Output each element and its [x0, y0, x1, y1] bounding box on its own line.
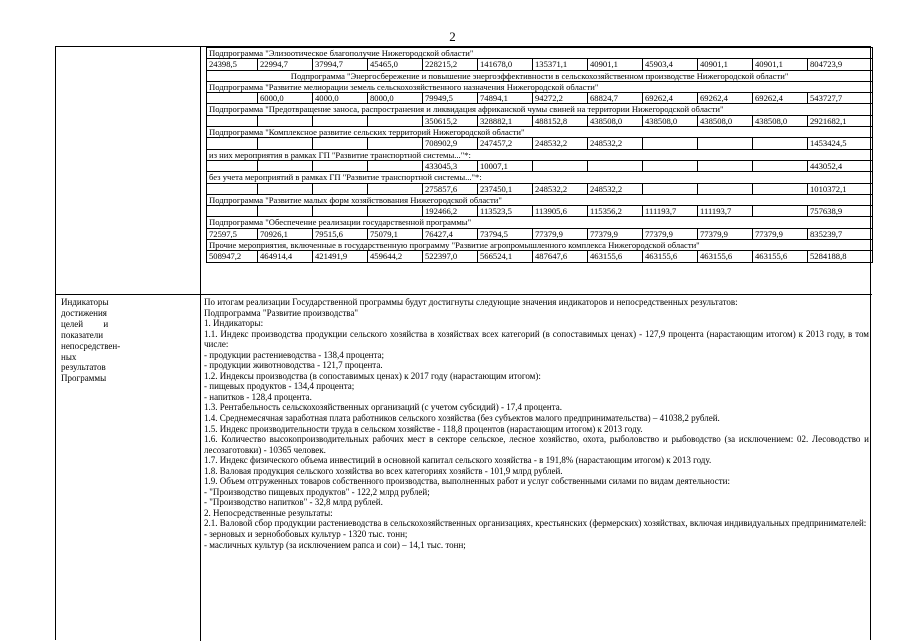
subprogram-title: из них мероприятия в рамках ГП "Развитие транспортной системы..."*:: [207, 149, 873, 160]
value-cell: 1453424,5: [808, 138, 873, 149]
value-cell: 464914,4: [258, 251, 313, 262]
value-cell: [753, 160, 808, 171]
indicator-line: - продукции растениеводства - 138,4 процента;: [204, 349, 385, 360]
indicators-label-line: ных: [61, 351, 77, 362]
value-cell: [368, 206, 423, 217]
indicator-line: 1.4. Среднемесячная заработная плата работников сельского хозяйства (без субъектов малого предпринимательства) – 41038,2 рублей.: [204, 413, 720, 424]
value-cell: 135371,1: [533, 59, 588, 70]
value-cell: 543727,7: [808, 93, 873, 104]
value-cell: 77379,9: [643, 228, 698, 239]
indicator-line: - продукции животноводства - 121,7 процента.: [204, 360, 383, 371]
value-cell: 463155,6: [753, 251, 808, 262]
indicator-line: - масличных культур (за исключением рапса и сои) – 14,1 тыс. тонн;: [204, 539, 466, 550]
indicators-label-line: целей и: [61, 318, 109, 329]
value-cell: [643, 138, 698, 149]
subprogram-title-row: [207, 149, 873, 160]
value-cell: 248532,2: [533, 183, 588, 194]
value-cell: 10007,1: [478, 160, 533, 171]
subprogram-title: Подпрограмма "Развитие мелиорации земель сельскохозяйственного назначения Нижегородской области": [207, 81, 873, 92]
value-cell: 421491,9: [313, 251, 368, 262]
document-table: [55, 46, 871, 640]
subprogram-values-row: [207, 183, 873, 194]
indicator-line: 2.1. Валовой сбор продукции растениеводства в сельскохозяйственных организациях, крестьянских (фермерских) хозяйствах, включая индивидуальных предпринимателей:: [204, 518, 867, 529]
value-cell: 40901,1: [588, 59, 643, 70]
indicators-label-line: достижения: [61, 307, 107, 318]
value-cell: 69262,4: [698, 93, 753, 104]
value-cell: 40901,1: [698, 59, 753, 70]
value-cell: 228215,2: [423, 59, 478, 70]
value-cell: 69262,4: [643, 93, 698, 104]
subprogram-title: Подпрограмма "Развитие малых форм хозяйствования Нижегородской области": [207, 194, 873, 205]
value-cell: [207, 160, 258, 171]
indicators-text: [204, 297, 869, 550]
subprogram-title: Прочие мероприятия, включенные в государственную программу "Развитие агропромышленного комплекса Нижегородской области": [207, 240, 873, 251]
subprogram-title-row: [207, 48, 873, 59]
value-cell: 438508,0: [588, 115, 643, 126]
value-cell: [258, 160, 313, 171]
section-divider: [56, 294, 872, 295]
subprogram-title: Подпрограмма "Энергосбережение и повышение энергоэффективности в сельскохозяйственном производстве Нижегородской области": [207, 70, 873, 81]
indicator-line: - пищевых продуктов - 134,4 процента;: [204, 381, 355, 392]
value-cell: 835239,7: [808, 228, 873, 239]
value-cell: 40901,1: [753, 59, 808, 70]
value-cell: 45903,4: [643, 59, 698, 70]
value-cell: 463155,6: [643, 251, 698, 262]
indicator-line: 1.6. Количество высокопроизводительных рабочих мест в секторе сельское, лесное хозяйство, охота, рыболовство и рыбоводство (за исключением: 02. Лесоводство и лесозаготовки) - 10365 человек.: [204, 434, 869, 455]
subprogram-title-row: [207, 70, 873, 81]
subprogram-title: Подпрограмма "Комплексное развитие сельских территорий Нижегородской области": [207, 127, 873, 138]
value-cell: [698, 160, 753, 171]
value-cell: 350615,2: [423, 115, 478, 126]
subprogram-title: Подпрограмма "Предотвращение заноса, распространения и ликвидация африканской чумы свиней на территории Нижегородской области": [207, 104, 873, 115]
value-cell: 247457,2: [478, 138, 533, 149]
value-cell: [753, 138, 808, 149]
indicators-label-line: Программы: [61, 373, 107, 384]
value-cell: [313, 160, 368, 171]
subprogram-values-row: [207, 160, 873, 171]
value-cell: 24398,5: [207, 59, 258, 70]
value-cell: 433045,3: [423, 160, 478, 171]
value-cell: 79515,6: [313, 228, 368, 239]
indicator-line: - зерновых и зернобобовых культур - 1320 тыс. тонн;: [204, 529, 408, 540]
indicator-line: 1.3. Рентабельность сельскохозяйственных организаций (с учетом субсидий) - 17,4 процента.: [204, 402, 562, 413]
column-divider: [200, 47, 201, 295]
indicator-line: - напитков - 128,4 процента.: [204, 391, 312, 402]
value-cell: [368, 138, 423, 149]
value-cell: 5284188,8: [808, 251, 873, 262]
value-cell: [313, 115, 368, 126]
indicator-line: 1.8. Валовая продукция сельского хозяйства во всех категориях хозяйств - 101,9 млрд рублей.: [204, 465, 563, 476]
value-cell: [313, 206, 368, 217]
value-cell: 113523,5: [478, 206, 533, 217]
value-cell: 459644,2: [368, 251, 423, 262]
value-cell: [258, 183, 313, 194]
value-cell: 192466,2: [423, 206, 478, 217]
value-cell: 77379,9: [533, 228, 588, 239]
value-cell: 1010372,1: [808, 183, 873, 194]
value-cell: [533, 160, 588, 171]
value-cell: [207, 138, 258, 149]
indicators-label-line: показатели: [61, 329, 104, 340]
value-cell: [207, 206, 258, 217]
value-cell: [643, 183, 698, 194]
value-cell: 463155,6: [698, 251, 753, 262]
subprogram-values-row: [207, 115, 873, 126]
value-cell: [698, 183, 753, 194]
subprogram-title-row: [207, 217, 873, 228]
value-cell: [207, 115, 258, 126]
value-cell: 708902,9: [423, 138, 478, 149]
value-cell: 2921682,1: [808, 115, 873, 126]
indicators-label-line: непосредствен-: [61, 340, 121, 351]
value-cell: [368, 115, 423, 126]
value-cell: 487647,6: [533, 251, 588, 262]
value-cell: [753, 183, 808, 194]
value-cell: 77379,9: [753, 228, 808, 239]
subprogram-title-row: [207, 240, 873, 251]
value-cell: 115356,2: [588, 206, 643, 217]
value-cell: 68824,7: [588, 93, 643, 104]
value-cell: [207, 183, 258, 194]
value-cell: 69262,4: [753, 93, 808, 104]
value-cell: 248532,2: [588, 183, 643, 194]
value-cell: 438508,0: [643, 115, 698, 126]
value-cell: [313, 138, 368, 149]
subprogram-values-row: [207, 59, 873, 70]
value-cell: 8000,0: [368, 93, 423, 104]
value-cell: 45465,0: [368, 59, 423, 70]
indicator-line: 1.5. Индекс производительности труда в сельском хозяйстве - 118,8 процентов (нарастающим итогом) к 2013 году.: [204, 423, 643, 434]
value-cell: 77379,9: [698, 228, 753, 239]
subprogram-title: Подпрограмма "Элизоотическое благополучие Нижегородской области": [207, 48, 873, 59]
value-cell: 77379,9: [588, 228, 643, 239]
value-cell: 6000,0: [258, 93, 313, 104]
subprogram-title: без учета мероприятий в рамках ГП "Развитие транспортной системы..."*:: [207, 172, 873, 183]
value-cell: 22994,7: [258, 59, 313, 70]
column-divider: [200, 295, 201, 641]
value-cell: 75079,1: [368, 228, 423, 239]
page-number: 2: [449, 29, 456, 44]
subprogram-title-row: [207, 172, 873, 183]
subprogram-values-row: [207, 228, 873, 239]
value-cell: 72597,5: [207, 228, 258, 239]
value-cell: 275857,6: [423, 183, 478, 194]
value-cell: 522397,0: [423, 251, 478, 262]
value-cell: [258, 138, 313, 149]
indicator-line: 1.2. Индексы производства (в сопоставимых ценах) к 2017 году (нарастающим итогом):: [204, 370, 541, 381]
value-cell: 111193,7: [643, 206, 698, 217]
value-cell: 438508,0: [698, 115, 753, 126]
value-cell: 70926,1: [258, 228, 313, 239]
value-cell: 488152,8: [533, 115, 588, 126]
indicators-label: [61, 297, 196, 384]
subprogram-title-row: [207, 194, 873, 205]
value-cell: 804723,9: [808, 59, 873, 70]
indicator-line: 1. Индикаторы:: [204, 318, 264, 329]
value-cell: 248532,2: [588, 138, 643, 149]
subprogram-values-row: [207, 138, 873, 149]
value-cell: [313, 183, 368, 194]
value-cell: [368, 160, 423, 171]
subprogram-title-row: [207, 81, 873, 92]
value-cell: 237450,1: [478, 183, 533, 194]
value-cell: 508947,2: [207, 251, 258, 262]
subprogram-values-row: [207, 93, 873, 104]
value-cell: 37994,7: [313, 59, 368, 70]
value-cell: 438508,0: [753, 115, 808, 126]
value-cell: [207, 93, 258, 104]
value-cell: 566524,1: [478, 251, 533, 262]
indicator-line: 1.7. Индекс физического объема инвестиций в основной капитал сельского хозяйства - в 191,8% (нарастающим итогом) к 2013 году.: [204, 455, 712, 466]
value-cell: 4000,0: [313, 93, 368, 104]
value-cell: 79949,5: [423, 93, 478, 104]
value-cell: 94272,2: [533, 93, 588, 104]
value-cell: 463155,6: [588, 251, 643, 262]
value-cell: 74894,1: [478, 93, 533, 104]
value-cell: 443052,4: [808, 160, 873, 171]
indicator-line: 2. Непосредственные результаты:: [204, 507, 333, 518]
value-cell: [588, 160, 643, 171]
subprogram-title-row: [207, 127, 873, 138]
subprogram-title: Подпрограмма "Обеспечение реализации государственной программы": [207, 217, 873, 228]
value-cell: 757638,9: [808, 206, 873, 217]
indicator-line: Подпрограмма "Развитие производства": [204, 307, 359, 318]
subprogram-values-row: [207, 206, 873, 217]
value-cell: [643, 160, 698, 171]
value-cell: 141678,0: [478, 59, 533, 70]
value-cell: 73794,5: [478, 228, 533, 239]
indicator-line: - "Производство пищевых продуктов" - 122,2 млрд рублей;: [204, 486, 430, 497]
value-cell: 113905,6: [533, 206, 588, 217]
indicator-line: 1.9. Объем отгруженных товаров собственного производства, выполненных работ и услуг собственными силами по видам деятельности:: [204, 476, 730, 487]
indicators-label-line: результатов: [61, 362, 106, 373]
value-cell: 76427,4: [423, 228, 478, 239]
value-cell: [698, 138, 753, 149]
indicator-line: По итогам реализации Государственной программы будут достигнуты следующие значения индикаторов и непосредственных результатов:: [204, 297, 738, 307]
indicators-label-line: Индикаторы: [61, 297, 109, 307]
value-cell: [258, 206, 313, 217]
value-cell: [368, 183, 423, 194]
subprogram-title-row: [207, 104, 873, 115]
value-cell: [753, 206, 808, 217]
value-cell: 328882,1: [478, 115, 533, 126]
indicator-line: 1.1. Индекс производства продукции сельского хозяйства в хозяйствах всех категорий (в сопоставимых ценах) - 127,9 процента (нарастающим итогом) к 2013 году, в том числе:: [204, 328, 869, 350]
financing-table: [206, 47, 872, 263]
value-cell: 248532,2: [533, 138, 588, 149]
value-cell: 111193,7: [698, 206, 753, 217]
subprogram-values-row: [207, 251, 873, 262]
indicator-line: - "Производство напитков" - 32,8 млрд рублей.: [204, 497, 383, 508]
value-cell: [258, 115, 313, 126]
